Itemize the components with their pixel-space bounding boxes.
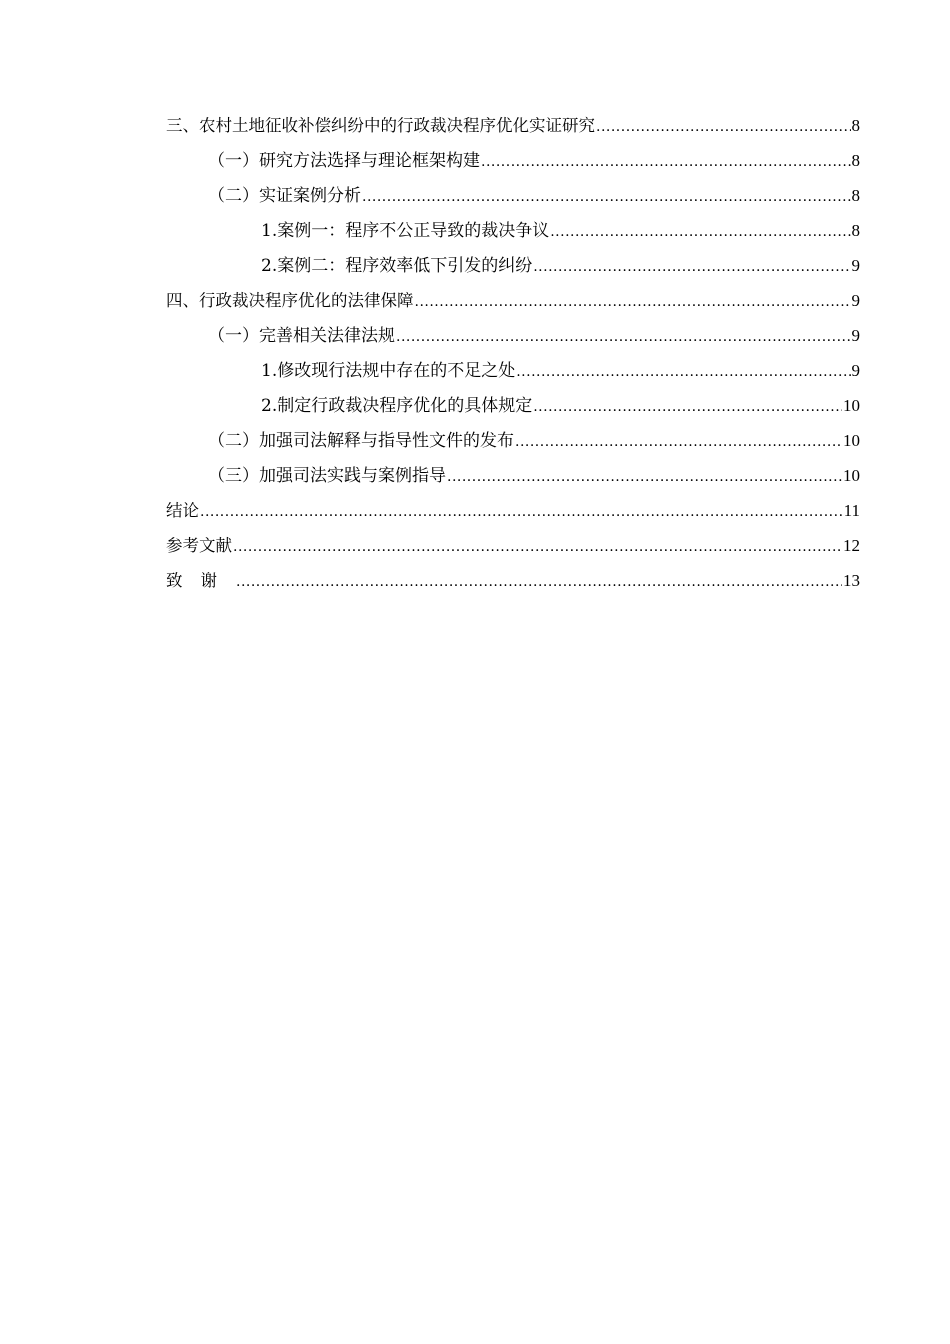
toc-entry[interactable] xyxy=(166,287,860,322)
toc-entry[interactable] xyxy=(166,322,860,357)
toc-entry-page: 9 xyxy=(851,256,860,275)
toc-entry-title: （一）研究方法选择与理论框架构建 xyxy=(208,151,480,171)
toc-dot-leader xyxy=(200,498,843,526)
toc-entry-title: 四、行政裁决程序优化的法律保障 xyxy=(166,291,414,310)
toc-dot-leader xyxy=(515,428,842,456)
toc-dot-leader xyxy=(533,393,842,421)
toc-entry[interactable] xyxy=(166,392,860,427)
toc-entry-page: 9 xyxy=(851,326,860,345)
toc-entry[interactable] xyxy=(166,357,860,392)
toc-entry[interactable] xyxy=(166,567,860,602)
toc-dot-leader xyxy=(516,358,850,386)
toc-entry-title: （二）加强司法解释与指导性文件的发布 xyxy=(208,431,514,451)
toc-entry-title: 2.案例二：程序效率低下引发的纠纷 xyxy=(261,256,533,276)
toc-entry[interactable] xyxy=(166,147,860,182)
toc-entry-title: （三）加强司法实践与案例指导 xyxy=(208,466,446,486)
toc-dot-leader xyxy=(396,323,851,351)
toc-entry-page: 8 xyxy=(851,116,860,135)
toc-entry[interactable] xyxy=(166,252,860,287)
toc-entry-page: 11 xyxy=(843,501,860,520)
toc-dot-leader xyxy=(415,288,851,316)
toc-entry-title: 致谢 xyxy=(166,571,235,590)
table-of-contents xyxy=(166,112,860,602)
toc-entry[interactable] xyxy=(166,112,860,147)
toc-entry-page: 12 xyxy=(843,536,860,555)
toc-dot-leader xyxy=(481,148,851,176)
toc-entry-title: 三、农村土地征收补偿纠纷中的行政裁决程序优化实证研究 xyxy=(166,116,595,135)
toc-entry-page: 9 xyxy=(851,361,860,380)
toc-entry[interactable] xyxy=(166,497,860,532)
toc-dot-leader xyxy=(550,218,850,246)
toc-dot-leader xyxy=(236,568,842,596)
toc-entry[interactable] xyxy=(166,427,860,462)
toc-dot-leader xyxy=(362,183,851,211)
toc-entry-title: 结论 xyxy=(166,501,199,520)
toc-dot-leader xyxy=(533,253,850,281)
toc-entry[interactable] xyxy=(166,532,860,567)
toc-entry-title: （一）完善相关法律法规 xyxy=(208,326,395,346)
toc-entry-page: 10 xyxy=(843,431,860,450)
toc-entry-page: 8 xyxy=(851,186,860,205)
toc-entry-page: 10 xyxy=(843,396,860,415)
toc-entry-title: 参考文献 xyxy=(166,536,232,555)
toc-entry[interactable] xyxy=(166,217,860,252)
toc-entry-page: 10 xyxy=(843,466,860,485)
toc-entry[interactable] xyxy=(166,462,860,497)
toc-entry-page: 8 xyxy=(851,221,860,240)
toc-entry-title: 2.制定行政裁决程序优化的具体规定 xyxy=(261,396,533,416)
toc-dot-leader xyxy=(447,463,842,491)
toc-entry-title: （二）实证案例分析 xyxy=(208,186,361,206)
toc-entry-title: 1.案例一：程序不公正导致的裁决争议 xyxy=(261,221,550,241)
toc-dot-leader xyxy=(596,113,851,141)
toc-entry-page: 9 xyxy=(851,291,860,310)
toc-dot-leader xyxy=(233,533,842,561)
toc-entry-page: 13 xyxy=(843,571,860,590)
toc-entry-page: 8 xyxy=(851,151,860,170)
toc-entry-title: 1.修改现行法规中存在的不足之处 xyxy=(261,361,516,381)
toc-entry[interactable] xyxy=(166,182,860,217)
